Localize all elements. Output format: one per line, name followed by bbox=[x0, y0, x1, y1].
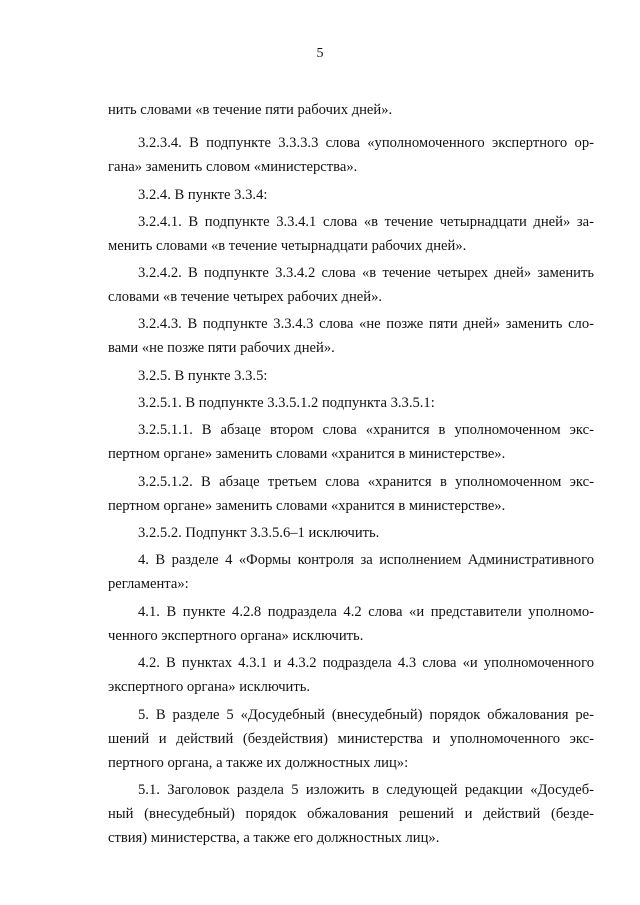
text-line: 3.2.5.1. В подпункте 3.3.5.1.2 подпункта 3.3.5.1: bbox=[138, 395, 435, 411]
text-line: 3.2.4. В пункте 3.3.4: bbox=[138, 187, 268, 203]
text-line: 3.2.4.2. В подпункте 3.3.4.2 слова «в течение четырех дней» заменить bbox=[138, 265, 594, 281]
text-line: ченного экспертного органа» исключить. bbox=[108, 628, 364, 644]
text-line: гана» заменить словом «министерства». bbox=[108, 159, 358, 175]
text-line: 5.1. Заголовок раздела 5 изложить в следующей редакции «Досудеб- bbox=[138, 782, 594, 798]
text-line: нить словами «в течение пяти рабочих дней». bbox=[108, 102, 393, 118]
text-line: 5. В разделе 5 «Досудебный (внесудебный) порядок обжалования ре- bbox=[138, 707, 594, 723]
text-line: регламента»: bbox=[108, 576, 189, 592]
text-line: вами «не позже пяти рабочих дней». bbox=[108, 340, 335, 356]
text-line: 3.2.4.1. В подпункте 3.3.4.1 слова «в течение четырнадцати дней» за- bbox=[138, 214, 594, 230]
text-line: 4.1. В пункте 4.2.8 подраздела 4.2 слова «и представители уполномо- bbox=[138, 604, 594, 620]
text-line: пертного органа, а также их должностных лиц»: bbox=[108, 755, 409, 771]
text-line: словами «в течение четырех рабочих дней». bbox=[108, 289, 383, 305]
text-line: пертном органе» заменить словами «хранится в министерстве». bbox=[108, 446, 506, 462]
text-line: 3.2.5. В пункте 3.3.5: bbox=[138, 368, 268, 384]
text-line: менить словами «в течение четырнадцати рабочих дней». bbox=[108, 238, 467, 254]
text-line: 3.2.5.1.2. В абзаце третьем слова «хранится в уполномоченном экс- bbox=[138, 474, 594, 490]
page-number: 5 bbox=[316, 46, 324, 61]
text-line: 3.2.4.3. В подпункте 3.3.4.3 слова «не позже пяти дней» заменить сло- bbox=[138, 316, 594, 332]
text-line: 3.2.5.1.1. В абзаце втором слова «хранится в уполномоченном экс- bbox=[138, 422, 594, 438]
text-line: 3.2.5.2. Подпункт 3.3.5.6–1 исключить. bbox=[138, 525, 380, 541]
text-line: шений и действий (бездействия) министерства и уполномоченного экс- bbox=[108, 731, 594, 747]
text-line: ный (внесудебный) порядок обжалования решений и действий (безде- bbox=[108, 806, 594, 822]
text-line: 4.2. В пунктах 4.3.1 и 4.3.2 подраздела 4.3 слова «и уполномоченного bbox=[138, 655, 594, 671]
text-line: 4. В разделе 4 «Формы контроля за исполнением Административного bbox=[138, 552, 594, 568]
text-line: 3.2.3.4. В подпункте 3.3.3.3 слова «уполномоченного экспертного ор- bbox=[138, 135, 594, 151]
text-line: экспертного органа» исключить. bbox=[108, 679, 311, 695]
text-line: ствия) министерства, а также его должностных лиц». bbox=[108, 830, 440, 846]
text-line: пертном органе» заменить словами «хранится в министерстве». bbox=[108, 498, 506, 514]
